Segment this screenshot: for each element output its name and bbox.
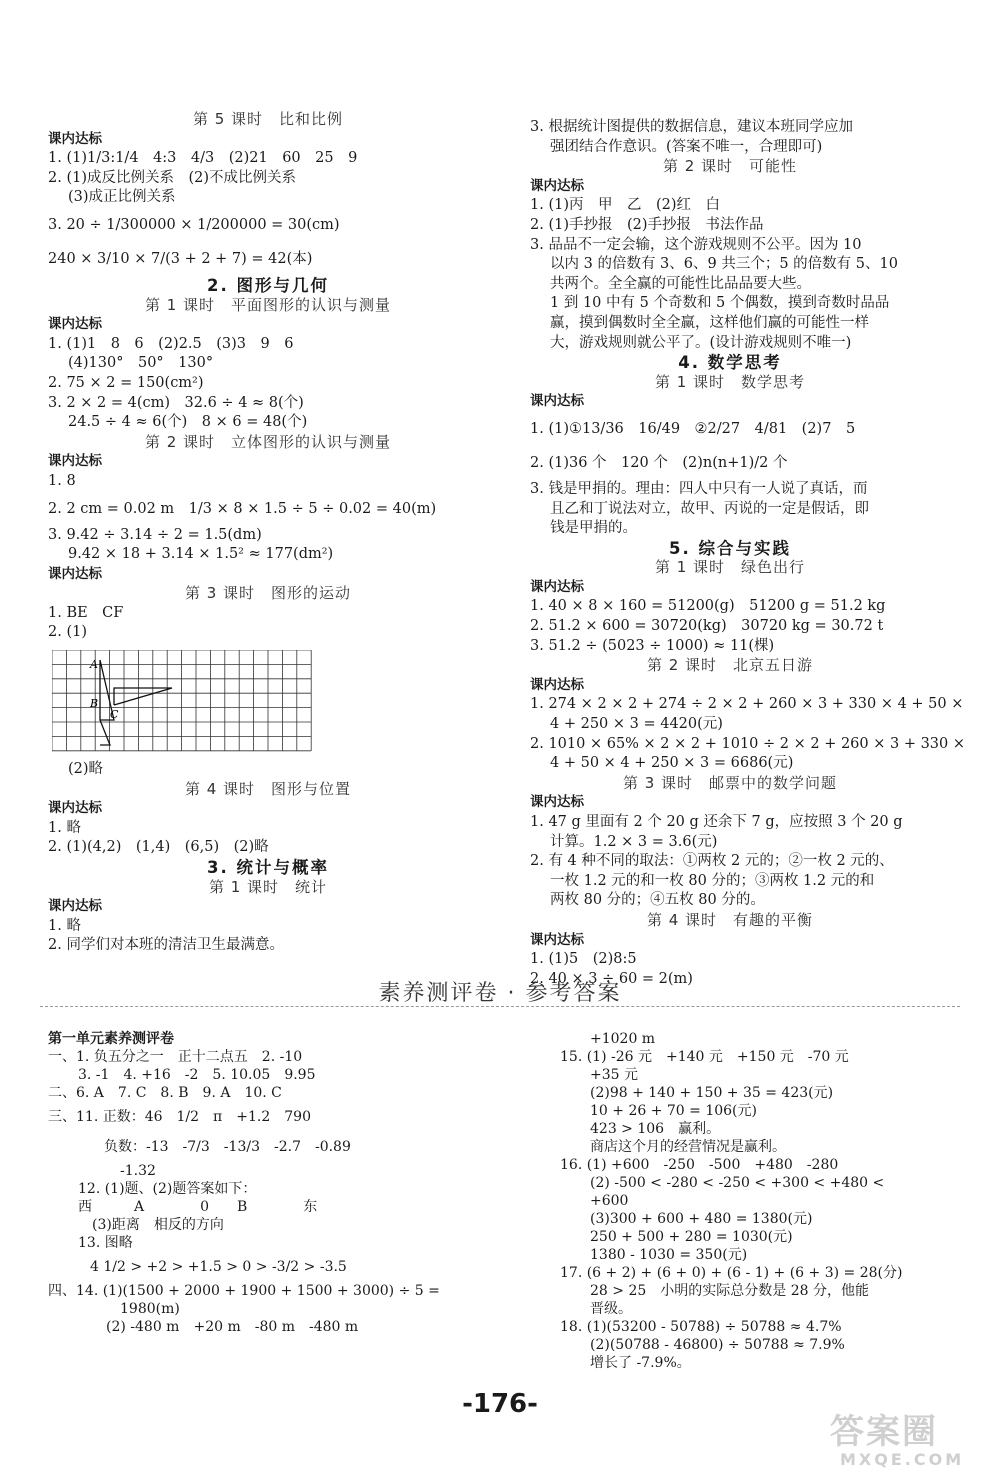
answer-line: 3. 51.2 ÷ (5023 ÷ 1000) ≈ 11(棵) [530,637,775,654]
page-number: -176- [462,1389,538,1419]
answer-line: (3)成正比例关系 [68,189,176,206]
answer-line: 2. 51.2 × 600 = 30720(kg) 30720 kg = 30.72 t [530,618,884,635]
answer-line: 15. (1) -26 元 +140 元 +150 元 -70 元 [560,1049,849,1065]
left-column [48,110,488,643]
answer-line: (3)距离 相反的方向 [78,1217,224,1233]
answer-line: (2)98 + 140 + 150 + 35 = 423(元) [590,1085,834,1101]
subsection-label: 课内达标 [48,565,102,582]
watermark-logo [820,1402,990,1474]
answer-line: (2) -480 m +20 m -80 m -480 m [78,1319,359,1335]
answer-line: 大，游戏规则就公平了。(设计游戏规则不唯一) [550,334,852,351]
section-banner [40,976,960,1006]
answer-line: 2. (1)手抄报 (2)手抄报 书法作品 [530,216,764,233]
transformation-grid [52,650,312,755]
answer-line: 晋级。 [590,1301,632,1317]
triangle-moved [100,720,110,745]
answer-line: 1. BE CF [48,604,124,621]
answer-line: 1980(m) [78,1301,180,1317]
answer-line: 3. 根据统计图提供的数据信息，建议本班同学应加 [530,119,853,135]
watermark-bottom-text: MXQE.COM [840,1450,965,1469]
answer-line: +1020 m [590,1031,656,1047]
left-column-lower [48,760,488,956]
subsection-label: 课内达标 [48,898,102,915]
answer-line: 钱是甲捐的。 [550,520,637,537]
answer-line: 二、6. A 7. C 8. B 9. A 10. C [48,1085,282,1101]
lesson-title: 第 4 课时 有趣的平衡 [646,910,814,929]
answer-line: 2. (1)(4,2) (1,4) (6,5) (2)略 [48,839,269,856]
answer-line: 16. (1) +600 -250 -500 +480 -280 [560,1157,839,1173]
answer-line: 两枚 80 分的；④五枚 80 分的。 [550,892,765,909]
answer-line: 以内 3 的倍数有 3、6、9 共三个；5 的倍数有 5、10 [550,256,898,273]
triangle-rotated [114,688,172,705]
answer-line: 2. (1)成反比例关系 (2)不成比例关系 [48,169,297,186]
lesson-title: 第 2 课时 可能性 [662,157,798,176]
point-c: C [110,708,119,721]
subsection-label: 课内达标 [530,393,584,410]
section-heading: 4. 数学思考 [678,353,782,373]
answer-line: 负数：-13 -7/3 -13/3 -2.7 -0.89 [48,1139,351,1155]
answer-line: 240 × 3/10 × 7/(3 + 2 + 7) = 42(本) [48,250,313,267]
watermark-top-text: 答案圈 [830,1412,938,1452]
subsection-label: 课内达标 [530,794,584,811]
subsection-label: 课内达标 [48,130,102,147]
answer-line: 10 + 26 + 70 = 106(元) [590,1103,757,1119]
answer-line: 商店这个月的经营情况是赢利。 [590,1139,786,1155]
answer-line: 1. (1)5 (2)8:5 [530,951,637,968]
answer-line: 1. (1)1/3:1/4 4:3 4/3 (2)21 60 25 9 [48,150,358,167]
answer-line: 4 + 50 × 4 + 250 × 3 = 6686(元) [550,755,794,772]
answer-line: 423 > 106 赢利。 [590,1121,721,1137]
answer-line: 1380 - 1030 = 350(元) [590,1247,748,1263]
lesson-title: 第 5 课时 比和比例 [192,110,344,128]
bottom-right-column [560,1030,940,1372]
answer-line: +35 元 [590,1067,638,1083]
answer-line: (2)略 [68,761,104,777]
subsection-label: 课内达标 [530,578,584,595]
section-heading: 5. 综合与实践 [669,538,791,558]
answer-line: 四、14. (1)(1500 + 2000 + 1900 + 1500 + 3000) ÷ 5 = [48,1283,440,1299]
lesson-title: 第 2 课时 立体图形的认识与测量 [144,432,392,451]
subsection-label: 课内达标 [48,316,102,333]
point-a: A [90,658,98,671]
answer-line: 1. 略 [48,819,81,836]
answer-line: 一枚 1.2 元的和一枚 80 分的；③两枚 1.2 元的和 [550,872,875,889]
answer-line: 1. 略 [48,917,81,934]
answer-line: 三、11. 正数：46 1/2 π +1.2 790 [48,1109,311,1125]
right-column [530,118,966,989]
answer-line: 3. 钱是甲捐的。理由：四人中只有一人说了真话，而 [530,480,868,497]
lesson-title: 第 1 课时 统计 [208,877,328,896]
answer-line: 计算。1.2 × 3 = 3.6(元) [550,833,718,850]
point-b: B [90,697,99,710]
answer-line: 强团结合作意识。(答案不唯一，合理即可) [550,138,823,155]
answer-line: 24.5 ÷ 4 ≈ 6(个) 8 × 6 = 48(个) [68,414,308,431]
answer-line: (2)(50788 - 46800) ÷ 50788 ≈ 7.9% [590,1337,845,1353]
answer-line: 一、1. 负五分之一 正十二点五 2. -10 [48,1049,303,1065]
bottom-left-column [48,1030,518,1336]
answer-line: 3. -1 4. +16 -2 5. 10.05 9.95 [78,1067,316,1083]
answer-line: 17. (6 + 2) + (6 + 0) + (6 - 1) + (6 + 3) = 28(分) [560,1265,903,1281]
answer-line: 18. (1)(53200 - 50788) ÷ 50788 ≈ 4.7% [560,1319,842,1335]
answer-line: 3. 20 ÷ 1/300000 × 1/200000 = 30(cm) [48,216,340,233]
subsection-label: 课内达标 [530,931,584,948]
answer-line: 1. 47 g 里面有 2 个 20 g 还余下 7 g，应按照 3 个 20 g [530,814,903,830]
lesson-title: 第 3 课时 邮票中的数学问题 [622,773,838,792]
lesson-title: 第 4 课时 图形与位置 [184,779,352,798]
subsection-label: 第一单元素养测评卷 [48,1031,174,1047]
answer-line: 2. 40 × 3 ÷ 60 = 2(m) [530,970,693,987]
answer-line: 赢，摸到偶数时全全赢，这样他们赢的可能性一样 [550,314,869,331]
answer-line: 13. 图略 [78,1235,133,1251]
subsection-label: 课内达标 [48,453,102,470]
answer-line: 1. (1)1 8 6 (2)2.5 (3)3 9 6 [48,335,294,352]
answer-line: (2) -500 < -280 < -250 < +300 < +480 < [590,1175,885,1191]
answer-line: 2. 75 × 2 = 150(cm²) [48,374,204,391]
answer-line: 1. (1)丙 甲 乙 (2)红 白 [530,197,721,214]
answer-line: 4 1/2 > +2 > +1.5 > 0 > -3/2 > -3.5 [48,1259,347,1275]
lesson-title: 第 3 课时 图形的运动 [184,584,352,603]
answer-line: 且乙和丁说法对立，故甲、丙说的一定是假话，即 [550,500,869,517]
answer-line: 3. 2 × 2 = 4(cm) 32.6 ÷ 4 ≈ 8(个) [48,394,304,411]
answer-line: 4 + 250 × 3 = 4420(元) [550,716,723,733]
answer-line: 2. 同学们对本班的清洁卫生最满意。 [48,937,284,954]
answer-line: (3)300 + 600 + 480 = 1380(元) [590,1211,813,1227]
answer-line: 3. 9.42 ÷ 3.14 ÷ 2 = 1.5(dm) [48,526,262,543]
answer-line: 2. (1)36 个 120 个 (2)n(n+1)/2 个 [530,454,788,471]
section-heading: 2. 图形与几何 [207,275,329,295]
answer-line: 2. (1) [48,624,87,641]
answer-line: 2. 2 cm = 0.02 m 1/3 × 8 × 1.5 ÷ 5 ÷ 0.02 = 40(m) [48,500,437,517]
answer-line: 28 > 25 小明的实际总分数是 28 分，他能 [590,1283,869,1299]
banner-title: 素养测评卷 · 参考答案 [378,981,622,1006]
answer-line: 1. 274 × 2 × 2 + 274 ÷ 2 × 2 + 260 × 3 + 330 × 4 + 50 × [530,696,964,713]
lesson-title: 第 1 课时 平面图形的认识与测量 [144,295,392,314]
section-heading: 3. 统计与概率 [207,857,329,877]
banner-rule [40,1006,960,1007]
subsection-label: 课内达标 [530,676,584,693]
answer-line: 3. 品品不一定会输，这个游戏规则不公平。因为 10 [530,236,862,253]
answer-line: 9.42 × 18 + 3.14 × 1.5² ≈ 177(dm²) [68,546,334,563]
answer-line: 1 到 10 中有 5 个奇数和 5 个偶数，摸到奇数时品品 [550,295,890,312]
answer-line: 共两个。全全赢的可能性比品品要大些。 [550,275,811,292]
subsection-label: 课内达标 [48,800,102,817]
answer-line: 增长了 -7.9%。 [590,1355,691,1371]
answer-line: 1. 40 × 8 × 160 = 51200(g) 51200 g = 51.2 kg [530,598,886,615]
answer-line: 2. 1010 × 65% × 2 × 2 + 1010 ÷ 2 × 2 + 260 × 3 + 330 × [530,735,966,752]
number-line: 西 A 0 B 东 [78,1199,318,1215]
answer-line: 12. (1)题、(2)题答案如下： [78,1181,257,1197]
answer-line: 2. 有 4 种不同的取法：①两枚 2 元的；②一枚 2 元的、 [530,853,894,870]
answer-line: -1.32 [78,1163,156,1179]
answer-line: (4)130° 50° 130° [68,355,214,372]
answer-line: 1. (1)①13/36 16/49 ②2/27 4/81 (2)7 5 [530,420,856,437]
lesson-title: 第 1 课时 数学思考 [654,372,806,391]
answer-line: 250 + 500 + 280 = 1030(元) [590,1229,793,1245]
answer-line: 1. 8 [48,472,76,489]
subsection-label: 课内达标 [530,177,584,194]
answer-line: +600 [590,1193,629,1209]
lesson-title: 第 2 课时 北京五日游 [646,656,814,675]
lesson-title: 第 1 课时 绿色出行 [654,558,806,577]
